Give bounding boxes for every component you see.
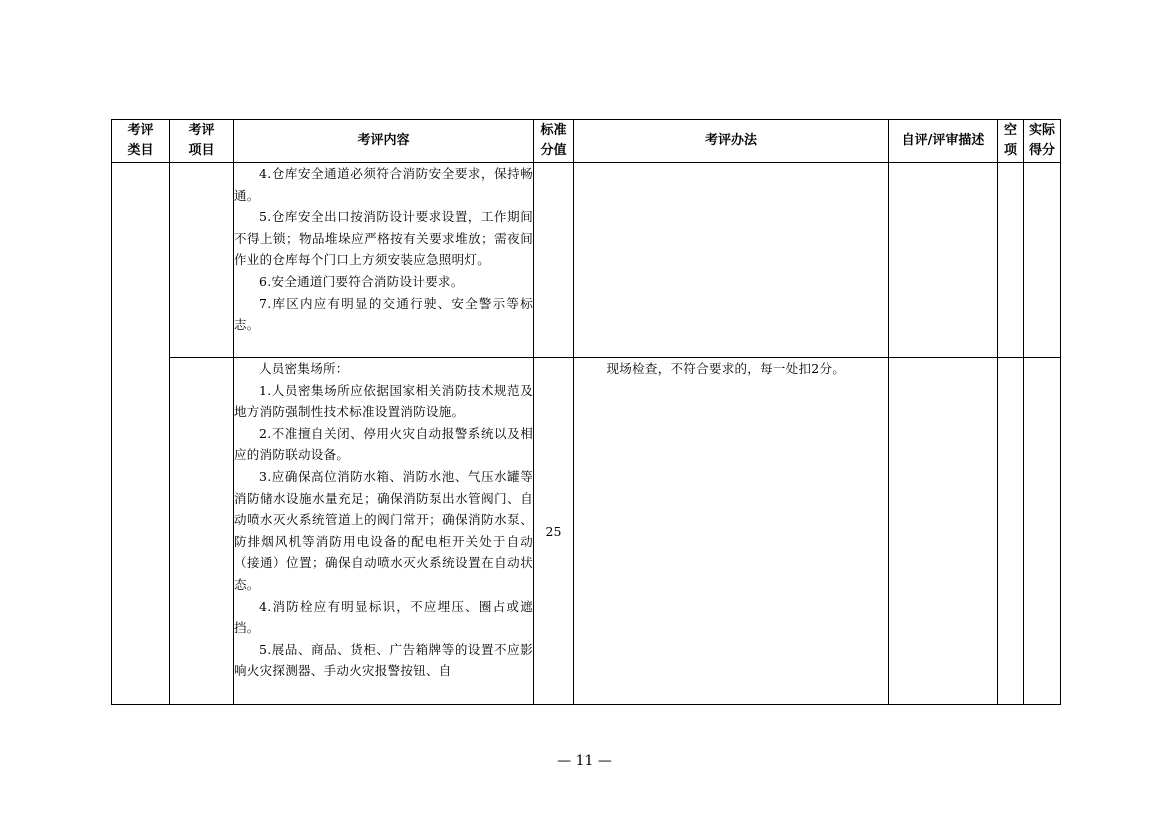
header-category: 考评 类目: [112, 120, 170, 163]
method-text: 现场检查，不符合要求的，每一处扣2分。: [606, 361, 846, 376]
content-paragraph: 2.不准擅自关闭、停用火灾自动报警系统以及相应的消防联动设备。: [234, 425, 533, 463]
content-paragraph: 7.库区内应有明显的交通行驶、安全警示等标志。: [234, 295, 533, 333]
content-paragraph: 5.展品、商品、货柜、广告箱牌等的设置不应影响火灾探测器、手动火灾报警按钮、自: [234, 641, 533, 679]
content-paragraph: 3.应确保高位消防水箱、消防水池、气压水罐等消防储水设施水量充足；确保消防泵出水管阀门、自动喷水灭火系统管道上的阀门常开；确保消防水泵、防排烟风机等消防用电设备的配电柜开关处于自动（接通）位置；确保自动喷水灭火系统设置在自动状态。: [234, 468, 533, 592]
header-item: 考评 项目: [170, 120, 234, 163]
cell-self-eval: [889, 163, 998, 358]
content-paragraph: 6.安全通道门要符合消防设计要求。: [259, 273, 464, 289]
content-paragraph: 4.消防栓应有明显标识，不应埋压、圈占或遮挡。: [234, 598, 533, 636]
header-row: [112, 120, 1061, 163]
content-paragraph: 4.仓库安全通道必须符合消防安全要求，保持畅通。: [234, 166, 533, 203]
content-paragraph: 人员密集场所：: [259, 361, 349, 376]
header-actual-score: 实际 得分: [1024, 120, 1061, 163]
header-standard-score: 标准 分值: [534, 120, 574, 163]
evaluation-table: [111, 119, 1061, 705]
cell-category: [112, 163, 170, 705]
header-self-eval: 自评/评审描述: [889, 120, 998, 163]
cell-blank: [998, 163, 1024, 358]
table-row: [112, 163, 1061, 358]
cell-item: [170, 163, 234, 358]
cell-standard-score: [534, 163, 574, 358]
cell-standard-score: 25: [534, 358, 574, 705]
cell-content: [234, 163, 534, 358]
header-blank: 空 项: [998, 120, 1024, 163]
cell-actual-score: [1024, 163, 1061, 358]
cell-self-eval: [889, 358, 998, 705]
cell-method: [574, 358, 889, 705]
cell-method: [574, 163, 889, 358]
content-paragraph: 1.人员密集场所应依据国家相关消防技术规范及地方消防强制性技术标准设置消防设施。: [234, 382, 533, 420]
page-number-text: — 11 —: [557, 753, 612, 769]
header-method: 考评办法: [574, 120, 889, 163]
content-paragraph: 5.仓库安全出口按消防设计要求设置，工作期间不得上锁；物品堆垛应严格按有关要求堆放；需夜间作业的仓库每个门口上方须安装应急照明灯。: [234, 209, 533, 268]
page-number: [0, 751, 1169, 771]
cell-item: [170, 358, 234, 705]
table-row: [112, 358, 1061, 705]
cell-actual-score: [1024, 358, 1061, 705]
header-content: 考评内容: [234, 120, 534, 163]
cell-content: [234, 358, 534, 705]
cell-blank: [998, 358, 1024, 705]
